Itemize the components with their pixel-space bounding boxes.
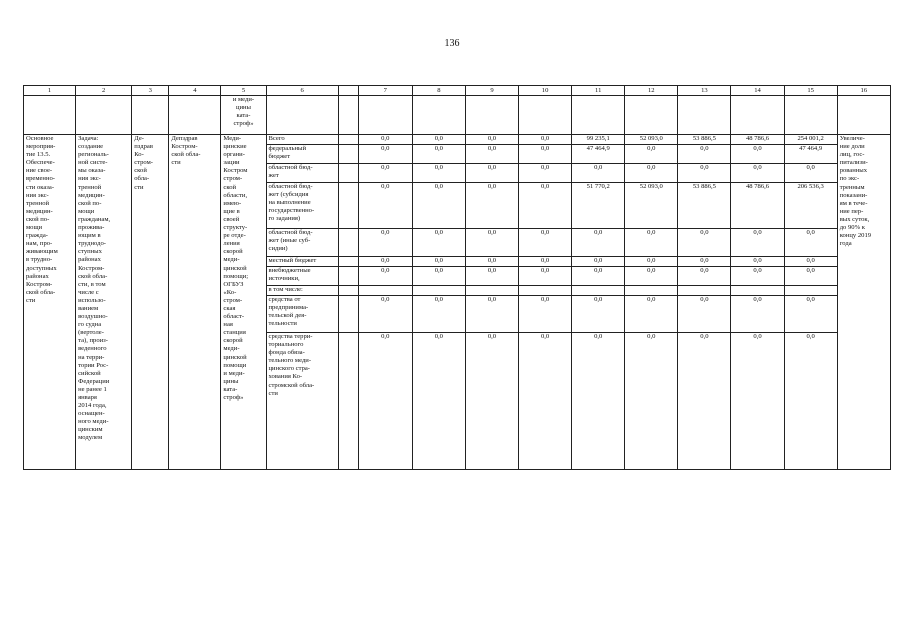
value-cell: 0,0 [678, 267, 731, 286]
column-number-10: 10 [519, 86, 572, 96]
value-cell: 0,0 [572, 164, 625, 183]
column-number-7: 7 [358, 86, 412, 96]
value-cell: 0,0 [465, 267, 518, 286]
value-cell: 0,0 [572, 333, 625, 470]
value-cell: 52 093,0 [625, 135, 678, 145]
column-number-11: 11 [572, 86, 625, 96]
value-cell: 0,0 [519, 257, 572, 267]
value-cell: 0,0 [358, 296, 412, 333]
funding-source-label: областной бюд- жет (иные суб- сидии) [266, 229, 338, 257]
value-cell: 0,0 [465, 135, 518, 145]
blank-cell [338, 267, 358, 286]
funding-source-label: Всего [266, 135, 338, 145]
activity-name: Основное мероприя- тие 13.5. Обеспече- ние свое- временно- сти оказа- ния экс- тренной медицин- ской по- мощи гражда- нам, про- живающим в трудно- доступных районах Костром- ской обла- сти [24, 135, 76, 470]
column-number-14: 14 [731, 86, 784, 96]
value-cell: 53 886,5 [678, 135, 731, 145]
continuation-row [24, 96, 891, 135]
value-cell [465, 286, 518, 296]
blank-cell [338, 183, 358, 229]
expected-result: Увеличе- ние доли лиц, гос- питализи- рованных по экс- тренным показани- ям в тече- ние пер- вых суток, до 90% к концу 2019 года [837, 135, 890, 470]
value-cell: 48 786,6 [731, 183, 784, 229]
responsible-executor: Де- пздрав Ко- стром- ской обла- сти [132, 135, 169, 470]
value-cell: 0,0 [465, 229, 518, 257]
value-cell: 0,0 [678, 229, 731, 257]
value-cell: 0,0 [412, 164, 465, 183]
value-cell: 0,0 [784, 267, 837, 286]
column-number-1: 1 [24, 86, 76, 96]
value-cell: 0,0 [465, 296, 518, 333]
value-cell: 0,0 [358, 183, 412, 229]
column-number-8: 8 [412, 86, 465, 96]
blank-cell [338, 296, 358, 333]
blank-cell [338, 135, 358, 145]
column-number-2: 2 [76, 86, 132, 96]
value-cell: 0,0 [519, 145, 572, 164]
funding-source-label: средства терри- ториального фонда обяза- тельного меди- цинского стра- хования Ко- стромской обла- сти [266, 333, 338, 470]
value-cell: 0,0 [465, 333, 518, 470]
value-cell: 52 093,0 [625, 183, 678, 229]
column-number-blank [338, 86, 358, 96]
column-number-9: 9 [465, 86, 518, 96]
value-cell: 0,0 [731, 164, 784, 183]
value-cell: 0,0 [412, 145, 465, 164]
value-cell: 0,0 [625, 164, 678, 183]
funding-source-label: местный бюджет [266, 257, 338, 267]
value-cell: 0,0 [358, 145, 412, 164]
value-cell: 53 886,5 [678, 183, 731, 229]
value-cell [678, 286, 731, 296]
funding-source-label: средства от предпринима- тельской дея- тельности [266, 296, 338, 333]
value-cell: 0,0 [412, 267, 465, 286]
value-cell: 0,0 [412, 135, 465, 145]
value-cell: 0,0 [412, 333, 465, 470]
value-cell: 47 464,9 [572, 145, 625, 164]
value-cell: 0,0 [731, 296, 784, 333]
value-cell: 0,0 [519, 229, 572, 257]
value-cell: 0,0 [358, 333, 412, 470]
value-cell: 254 001,2 [784, 135, 837, 145]
value-cell: 0,0 [784, 164, 837, 183]
value-cell [519, 286, 572, 296]
column-number-4: 4 [169, 86, 221, 96]
value-cell: 0,0 [678, 296, 731, 333]
program-table [23, 85, 891, 470]
value-cell [625, 286, 678, 296]
funding-source-label: внебюджетные источники, [266, 267, 338, 286]
value-cell: 0,0 [465, 164, 518, 183]
value-cell: 0,0 [412, 296, 465, 333]
funding-source-label: федеральный бюджет [266, 145, 338, 164]
value-cell: 0,0 [784, 257, 837, 267]
value-cell: 99 235,1 [572, 135, 625, 145]
value-cell: 47 464,9 [784, 145, 837, 164]
blank-cell [338, 333, 358, 470]
value-cell: 0,0 [625, 145, 678, 164]
value-cell: 0,0 [731, 333, 784, 470]
value-cell: 0,0 [412, 229, 465, 257]
value-cell: 51 770,2 [572, 183, 625, 229]
value-cell: 0,0 [412, 183, 465, 229]
value-cell: 0,0 [358, 257, 412, 267]
value-cell: 0,0 [358, 267, 412, 286]
value-cell [731, 286, 784, 296]
value-cell: 0,0 [678, 257, 731, 267]
value-cell: 0,0 [465, 145, 518, 164]
value-cell: 206 536,3 [784, 183, 837, 229]
value-cell: 0,0 [358, 135, 412, 145]
value-cell: 0,0 [731, 267, 784, 286]
value-cell [784, 286, 837, 296]
value-cell: 0,0 [678, 333, 731, 470]
page-number: 136 [444, 38, 460, 49]
value-cell [358, 286, 412, 296]
value-cell: 0,0 [519, 267, 572, 286]
value-cell: 0,0 [625, 229, 678, 257]
value-cell: 0,0 [572, 229, 625, 257]
co-executors: Меди- цинские органи- зации Костром стром- ской области, имею- щие в своей структу- ре отде- ления скорой меди- цинской помощи; ОГБУЗ «Ко- стром- ская област- ная станция скорой меди- цинской помощи и меди- цины ката- строф» [221, 135, 266, 470]
continued-executor-text: и меди- цины ката- строф» [221, 96, 266, 135]
column-number-6: 6 [266, 86, 338, 96]
value-cell: 0,0 [784, 229, 837, 257]
value-cell [412, 286, 465, 296]
column-number-5: 5 [221, 86, 266, 96]
value-cell: 0,0 [625, 296, 678, 333]
blank-cell [338, 257, 358, 267]
funding-row [24, 135, 891, 145]
value-cell: 0,0 [572, 257, 625, 267]
value-cell: 0,0 [358, 164, 412, 183]
value-cell: 0,0 [784, 296, 837, 333]
value-cell: 0,0 [519, 333, 572, 470]
value-cell: 0,0 [358, 229, 412, 257]
value-cell: 0,0 [519, 164, 572, 183]
value-cell: 0,0 [519, 296, 572, 333]
blank-cell [338, 286, 358, 296]
value-cell: 0,0 [465, 183, 518, 229]
column-number-3: 3 [132, 86, 169, 96]
value-cell: 0,0 [678, 164, 731, 183]
value-cell: 0,0 [465, 257, 518, 267]
value-cell: 0,0 [731, 229, 784, 257]
column-number-12: 12 [625, 86, 678, 96]
value-cell: 0,0 [625, 267, 678, 286]
value-cell: 0,0 [412, 257, 465, 267]
funding-source-label: в том числе: [266, 286, 338, 296]
value-cell: 0,0 [519, 183, 572, 229]
value-cell: 0,0 [731, 257, 784, 267]
blank-cell [338, 164, 358, 183]
funding-source-label: областной бюд- жет (субсидия на выполнение государственно- го задания) [266, 183, 338, 229]
column-number-16: 16 [837, 86, 890, 96]
column-number-15: 15 [784, 86, 837, 96]
value-cell: 0,0 [519, 135, 572, 145]
value-cell: 0,0 [784, 333, 837, 470]
blank-cell [338, 229, 358, 257]
value-cell: 0,0 [625, 257, 678, 267]
value-cell: 0,0 [572, 267, 625, 286]
coordinator: Депздрав Костром- ской обла- сти [169, 135, 221, 470]
column-number-13: 13 [678, 86, 731, 96]
value-cell: 0,0 [678, 145, 731, 164]
column-number-row [24, 86, 891, 96]
task-description: Задача: создание региональ- ной систе- мы оказа- ния экс- тренной медицин- ской по- мощи гражданам, прожива- ющим в труднодо- ступных районах Костром- ской обла- сти, в том числе с использо- ванием воздушно- го судна (вертоле- та), произ- веденного на терри- тории Рос- сийской Федерации не ранее 1 января 2014 года, оснащен- ного меди- цинским модулем [76, 135, 132, 470]
value-cell: 0,0 [572, 296, 625, 333]
value-cell: 0,0 [731, 145, 784, 164]
funding-source-label: областной бюд- жет [266, 164, 338, 183]
value-cell: 48 786,6 [731, 135, 784, 145]
value-cell: 0,0 [625, 333, 678, 470]
value-cell [572, 286, 625, 296]
blank-cell [338, 145, 358, 164]
